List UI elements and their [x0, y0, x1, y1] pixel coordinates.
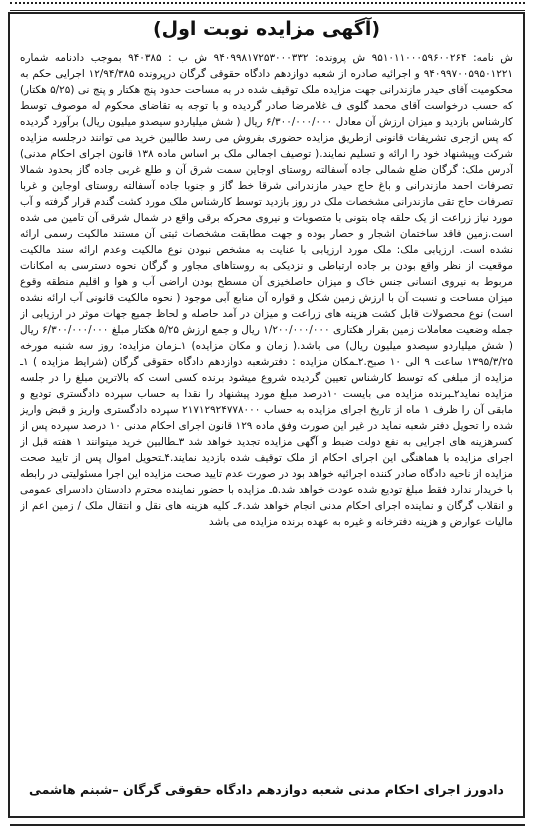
top-dotted-border — [10, 2, 525, 11]
auction-notice-box — [8, 12, 525, 818]
notice-body: ش نامه: ۹۵۱۰۱۱۰۰۰۵۹۶۰۰۲۶۴ ش پرونده: ۹۴۰۹۹۸۱۷۲۵۳۰۰۰۳۳۲ ش ب : ۹۴۰۳۸۵ بموجب دادنامه شماره ۹۴۰۹۹۷۰۰۵۹۵۰۱۲۲۱ و اجرائیه صادره از شعبه دوازدهم دادگاه حقوقی گرگان درپرونده ۱۲/۹۴/۳۸۵ اجرایی حکم به محکومیت آقای حیدر مازندرانی جهت مزایده ملک توقیف شده در به مساحت حدود پنج هکتار و پنج نی (۵/۲۵ هکتار) که حسب درخواست آقای محمد گلوی ف غلامرضا صادر گردیده و با توجه به تقاضای محکوم له موصوف توسط کارشناس بازدید و میزان ارزش آن معادل ۶/۳۰۰/۰۰۰/۰۰۰ ریال ( شش میلیاردو سیصدو میلیون ریال) برآورد گردیده که پس ازجری تشریفات قانونی ازطریق مزایده حضوری بفروش می رسد طالبین خرید می توانند درجلسه مزایده شرکت وپیشنهاد خود را ارائه و تسلیم نمایند.( توصیف اجمالی ملک بر اساس ماده ۱۳۸ قانون اجرای احکام مدنی) آدرس ملک: گرگان ضلع شمالی جاده آسفالته روستای اوجاین سمت شرق آن و طلع غربی جاده گاز بحدود شمالا تصرفات احمد مازندرانی و باغ حاج حیدر مازندرانی شرقا خط گاز و جنوبا جاده آسفالته روستای اوجاین و غربا تصرفات حاج تقی مازندرانی مشخصات ملک در روز بازدید توسط کارشناس ملک مورد کشت گندم قرار گرفته و آب مورد نیاز زراعت از یک حلقه چاه بتونی با متصوبات و نیروی محرکه برقی واقع در شمال شرقی آن تامین می شده است.زمین فاقد ساختمان اشجار و حصار بوده و جهت مطابقت مشخصات ثبتی آن مستند مالکیت رسمی ارائه نشده است. ارزیابی ملک: ملک مورد ارزیابی با عنایت به مشخص نبودن نوع مالکیت وعدم ارائه سند مالکیت موقعیت از نظر واقع بودن بر جاده ارتباطی و نزدیکی به روستاهای مجاور و گرگان نحوه دسترسی به امکانات مربوط به نیروی انسانی جنس خاک و میزان حاصلخیزی آن مسطح بودن اراضی آب و هوا و اقلیم منطقه وقوع میزان مساحت و نسبت آن با ارزش زمین شکل و قواره آن منابع آبی موجود ( نحوه مالکیت قانونی آب ارائه نشده است) نوع محصولات قابل کشت هزینه های زراعت و میزان در آمد حاصله و لحاظ جمیع جهات موثر در ارزیابی از جمله وضعیت معاملات زمین بقرار هکتاری ۱/۲۰۰/۰۰۰/۰۰۰ ریال و جمع ارزش ۵/۲۵ هکتار مبلغ ۶/۳۰۰/۰۰۰/۰۰۰ ریال ( شش میلیاردو سیصدو میلیون ریال) می باشد.( زمان و مکان مزایده) ۱ـزمان مزایده: روز سه شنبه مورخه ۱۳۹۵/۳/۲۵ ساعت ۹ الی ۱۰ صبح.۲ـمکان مزایده : دفترشعبه دوازدهم دادگاه حقوقی گرگان (شرایط مزایده ) ۱ـ مزایده از مبلغی که توسط کارشناس تعیین گردیده شروع میشود برنده کسی است که بالاترین مبلغ را در جلسه مزایده نماید۲ـبرنده مزایده می بایست ۱۰درصد مبلغ مورد پیشنهاد را نقدا به حساب سپرده دادگستری تودیع و مابقی آن را ظرف ۱ ماه از تاریخ اجرای مزایده به حساب ۲۱۷۱۲۹۲۴۷۷۸۰۰۰ سپرده دادگستری واریز و قبض واریز شده را تحویل دفتر شعبه نماید در غیر این صورت وفق ماده ۱۲۹ قانون اجرای احکام مدنی ۱۰ درصد سپرده پس از کسرهزینه های اجرایی به نفع دولت ضبط و آگهی مزایده تجدید خواهد شد ۳ـطالبین خرید میتوانند ۱ هفته قبل از اجرای مزایده با هماهنگی این اجرای احکام از ملک توقیف شده بازدید نمایند.۴ـتحویل اموال پس از تایید صحت مزایده از ناحیه دادگاه صادر کننده اجرائیه خواهد بود در صورت عدم تایید صحت مزایده این اجرا مسئولیتی در رابطه با خریدار ندارد فقط مبلغ تودیع شده عودت خواهد شد.۵ـ مزایده با حضور نماینده محترم دادستان دادسرای عمومی و انقلاب گرگان و نماینده اجرای احکام مدنی انجام خواهد شد.۶ـ کلیه هزینه های نقل و انتقال ملک / زمین اعم از مالیات عوارض و هزینه دفترخانه و غیره به عهده برنده مزایده می باشد — [20, 52, 513, 528]
notice-signature: دادورز اجرای احکام مدنی شعبه دوازدهم دادگاه حقوقی گرگان –شبنم هاشمی — [29, 782, 504, 797]
bottom-rule — [10, 824, 525, 826]
notice-title: (آگهی مزایده نوبت اول) — [152, 18, 381, 40]
